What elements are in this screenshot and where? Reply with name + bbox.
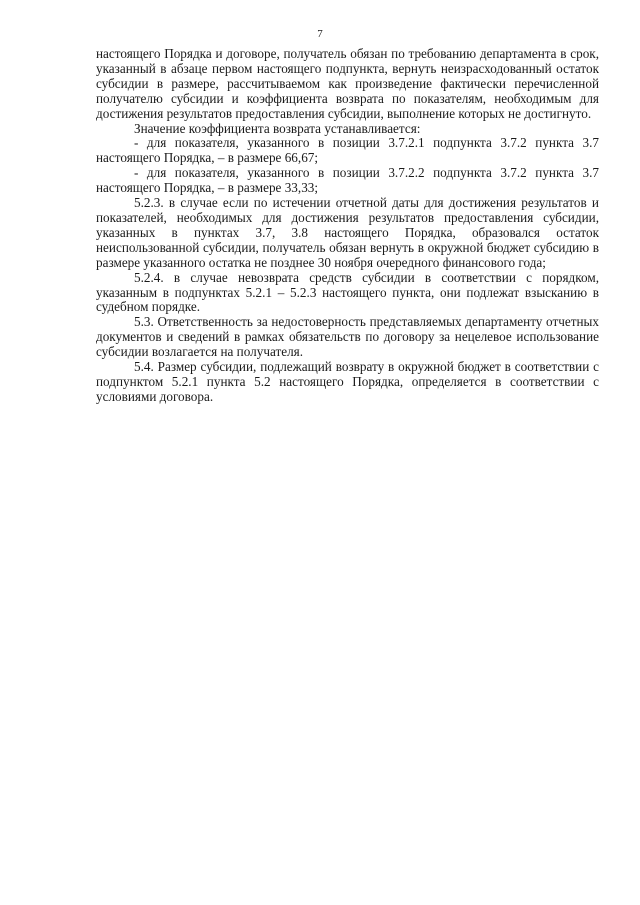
paragraph-5-3: 5.3. Ответственность за недостоверность представляемых департаменту отчетных документов и сведений в рамках обязательств по договору за нецелевое использование субсидии возлагается на получателя.: [96, 314, 599, 360]
paragraph-continuation: настоящего Порядка и договоре, получатель обязан по требованию департамента в срок, указанный в абзаце первом настоящего подпункта, вернуть неизрасходованный остаток субсидии в размере, рассчитываемом как произведение фактически перечисленной получателю субсидии и коэффициента возврата по показателям, необходимым для достижения результатов предоставления субсидии, выполнение которых не достигнуто.: [96, 46, 599, 121]
document-body: [96, 47, 599, 405]
paragraph-indicator-3-7-2-2: - для показателя, указанного в позиции 3.7.2.2 подпункта 3.7.2 пункта 3.7 настоящего Порядка, – в размере 33,33;: [96, 165, 599, 196]
paragraph-indicator-3-7-2-1: - для показателя, указанного в позиции 3.7.2.1 подпункта 3.7.2 пункта 3.7 настоящего Порядка, – в размере 66,67;: [96, 135, 599, 166]
paragraph-5-2-3: 5.2.3. в случае если по истечении отчетной даты для достижения результатов и показателей, необходимых для достижения результатов предоставления субсидии, указанных в пунктах 3.7, 3.8 настоящего Порядка, образовался остаток неиспользованной субсидии, получатель обязан вернуть в окружной бюджет субсидию в размере указанного остатка не позднее 30 ноября очередного финансового года;: [96, 195, 599, 270]
page-number: 7: [317, 28, 323, 40]
paragraph-5-4: 5.4. Размер субсидии, подлежащий возврату в окружной бюджет в соответствии с подпунктом 5.2.1 пункта 5.2 настоящего Порядка, определяется в соответствии с условиями договора.: [96, 359, 599, 404]
paragraph-5-2-4: 5.2.4. в случае невозврата средств субсидии в соответствии с порядком, указанным в подпунктах 5.2.1 – 5.2.3 настоящего пункта, они подлежат взысканию в судебном порядке.: [96, 269, 599, 315]
paragraph-coefficient-intro: Значение коэффициента возврата устанавливается:: [134, 120, 421, 136]
